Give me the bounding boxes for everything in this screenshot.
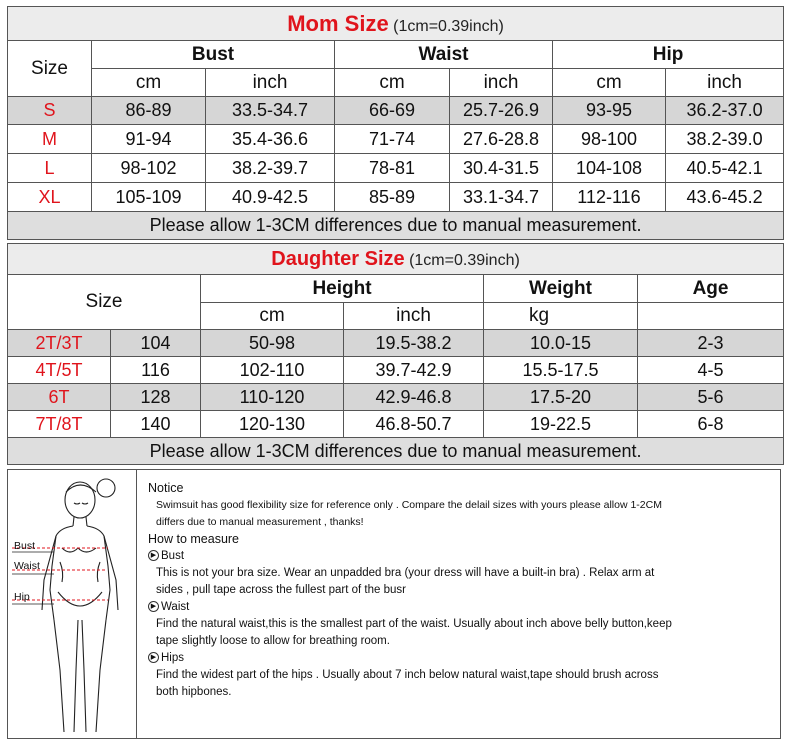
arrow-circle-icon: ▶ — [148, 601, 159, 612]
mom-conversion: (1cm=0.39inch) — [393, 17, 504, 35]
table-cell: 116 — [111, 357, 201, 384]
table-cell: 2-3 — [638, 330, 784, 357]
mom-unit: inch — [206, 69, 335, 97]
hips-line: both hipbones. — [156, 686, 232, 698]
mom-unit: cm — [553, 69, 666, 97]
table-cell: 105-109 — [92, 183, 206, 212]
body-silhouette-icon — [8, 470, 136, 738]
table-cell: 71-74 — [335, 125, 450, 154]
size-label: S — [8, 97, 92, 125]
table-cell: 104-108 — [553, 154, 666, 183]
daughter-size-header: Size — [8, 275, 201, 330]
table-cell: 33.1-34.7 — [450, 183, 553, 212]
table-cell: 25.7-26.9 — [450, 97, 553, 125]
size-label: 7T/8T — [8, 411, 111, 438]
body-figure — [8, 470, 137, 738]
table-cell: 27.6-28.8 — [450, 125, 553, 154]
waist-line: tape slightly loose to allow for breathing room. — [156, 635, 390, 647]
size-label: XL — [8, 183, 92, 212]
bust-heading-label: Bust — [161, 550, 185, 562]
table-cell: 46.8-50.7 — [344, 411, 484, 438]
mom-group-bust: Bust — [92, 41, 335, 69]
notice-line: Swimsuit has good flexibility size for reference only . Compare the delail sizes with yours please allow 1-2CM — [156, 499, 662, 511]
table-cell: 66-69 — [335, 97, 450, 125]
table-row — [8, 183, 784, 212]
size-label: 4T/5T — [8, 357, 111, 384]
size-label: M — [8, 125, 92, 154]
table-row — [8, 97, 784, 125]
table-cell: 38.2-39.7 — [206, 154, 335, 183]
arrow-circle-icon: ▶ — [148, 652, 159, 663]
bust-line: This is not your bra size. Wear an unpadded bra (your dress will have a built-in bra) . Relax arm at — [156, 567, 655, 579]
daughter-note: Please allow 1-3CM differences due to manual measurement. — [8, 438, 784, 465]
table-cell: 38.2-39.0 — [666, 125, 784, 154]
daughter-group-age: Age — [638, 275, 784, 303]
mom-unit: cm — [335, 69, 450, 97]
size-label: L — [8, 154, 92, 183]
notice-line: differs due to manual measurement , thanks! — [156, 516, 364, 528]
table-cell: 42.9-46.8 — [344, 384, 484, 411]
table-row — [8, 330, 784, 357]
table-cell: 102-110 — [201, 357, 344, 384]
table-cell: 15.5-17.5 — [484, 357, 638, 384]
daughter-title: Daughter Size — [271, 247, 405, 270]
table-cell: 4-5 — [638, 357, 784, 384]
table-row — [8, 384, 784, 411]
table-cell: 112-116 — [553, 183, 666, 212]
figure-label-bust: Bust — [14, 540, 36, 552]
notice-text — [148, 480, 778, 701]
daughter-unit: cm — [201, 303, 344, 330]
bust-line: sides , pull tape across the fullest part of the busr — [156, 584, 406, 596]
table-cell: 5-6 — [638, 384, 784, 411]
daughter-group-height: Height — [201, 275, 484, 303]
table-cell: 30.4-31.5 — [450, 154, 553, 183]
table-cell: 40.5-42.1 — [666, 154, 784, 183]
waist-line: Find the natural waist,this is the smallest part of the waist. Usually about inch above belly button,keep — [156, 618, 672, 630]
daughter-conversion: (1cm=0.39inch) — [409, 251, 520, 269]
table-cell: 98-100 — [553, 125, 666, 154]
mom-unit: inch — [450, 69, 553, 97]
size-label: 2T/3T — [8, 330, 111, 357]
table-row — [8, 125, 784, 154]
table-cell: 128 — [111, 384, 201, 411]
table-cell: 110-120 — [201, 384, 344, 411]
measure-notice-box — [7, 469, 781, 739]
table-cell: 39.7-42.9 — [344, 357, 484, 384]
daughter-group-weight: Weight — [484, 275, 638, 303]
table-row — [8, 154, 784, 183]
hips-heading — [148, 650, 778, 667]
hips-heading-label: Hips — [161, 652, 185, 664]
table-row — [8, 411, 784, 438]
table-cell: 33.5-34.7 — [206, 97, 335, 125]
daughter-title-cell — [8, 244, 784, 275]
mom-title: Mom Size — [287, 10, 389, 36]
mom-note: Please allow 1-3CM differences due to manual measurement. — [8, 212, 784, 240]
mom-size-header: Size — [8, 41, 92, 97]
bust-heading — [148, 548, 778, 565]
table-cell: 93-95 — [553, 97, 666, 125]
table-cell: 140 — [111, 411, 201, 438]
figure-label-hip: Hip — [14, 591, 30, 603]
table-cell: 19-22.5 — [484, 411, 638, 438]
table-cell: 6-8 — [638, 411, 784, 438]
table-cell: 17.5-20 — [484, 384, 638, 411]
daughter-unit — [638, 303, 784, 330]
table-cell: 85-89 — [335, 183, 450, 212]
table-cell: 98-102 — [92, 154, 206, 183]
table-cell: 91-94 — [92, 125, 206, 154]
size-label: 6T — [8, 384, 111, 411]
mom-group-waist: Waist — [335, 41, 553, 69]
table-cell: 10.0-15 — [484, 330, 638, 357]
table-row — [8, 357, 784, 384]
mom-group-hip: Hip — [553, 41, 784, 69]
how-to-measure-title: How to measure — [148, 532, 240, 546]
mom-unit: cm — [92, 69, 206, 97]
notice-title: Notice — [148, 481, 184, 495]
table-cell: 78-81 — [335, 154, 450, 183]
table-cell: 86-89 — [92, 97, 206, 125]
waist-heading — [148, 599, 778, 616]
table-cell: 40.9-42.5 — [206, 183, 335, 212]
mom-size-table — [7, 6, 784, 240]
arrow-circle-icon: ▶ — [148, 550, 159, 561]
table-cell: 50-98 — [201, 330, 344, 357]
table-cell: 35.4-36.6 — [206, 125, 335, 154]
mom-title-cell — [8, 7, 784, 41]
table-cell: 104 — [111, 330, 201, 357]
table-cell: 43.6-45.2 — [666, 183, 784, 212]
daughter-unit: inch — [344, 303, 484, 330]
figure-label-waist: Waist — [14, 560, 40, 572]
mom-unit: inch — [666, 69, 784, 97]
hips-line: Find the widest part of the hips . Usually about 7 inch below natural waist,tape should brush across — [156, 669, 659, 681]
table-cell: 36.2-37.0 — [666, 97, 784, 125]
waist-heading-label: Waist — [161, 601, 190, 613]
daughter-unit: kg — [484, 303, 638, 330]
daughter-size-table — [7, 243, 784, 465]
table-cell: 19.5-38.2 — [344, 330, 484, 357]
table-cell: 120-130 — [201, 411, 344, 438]
